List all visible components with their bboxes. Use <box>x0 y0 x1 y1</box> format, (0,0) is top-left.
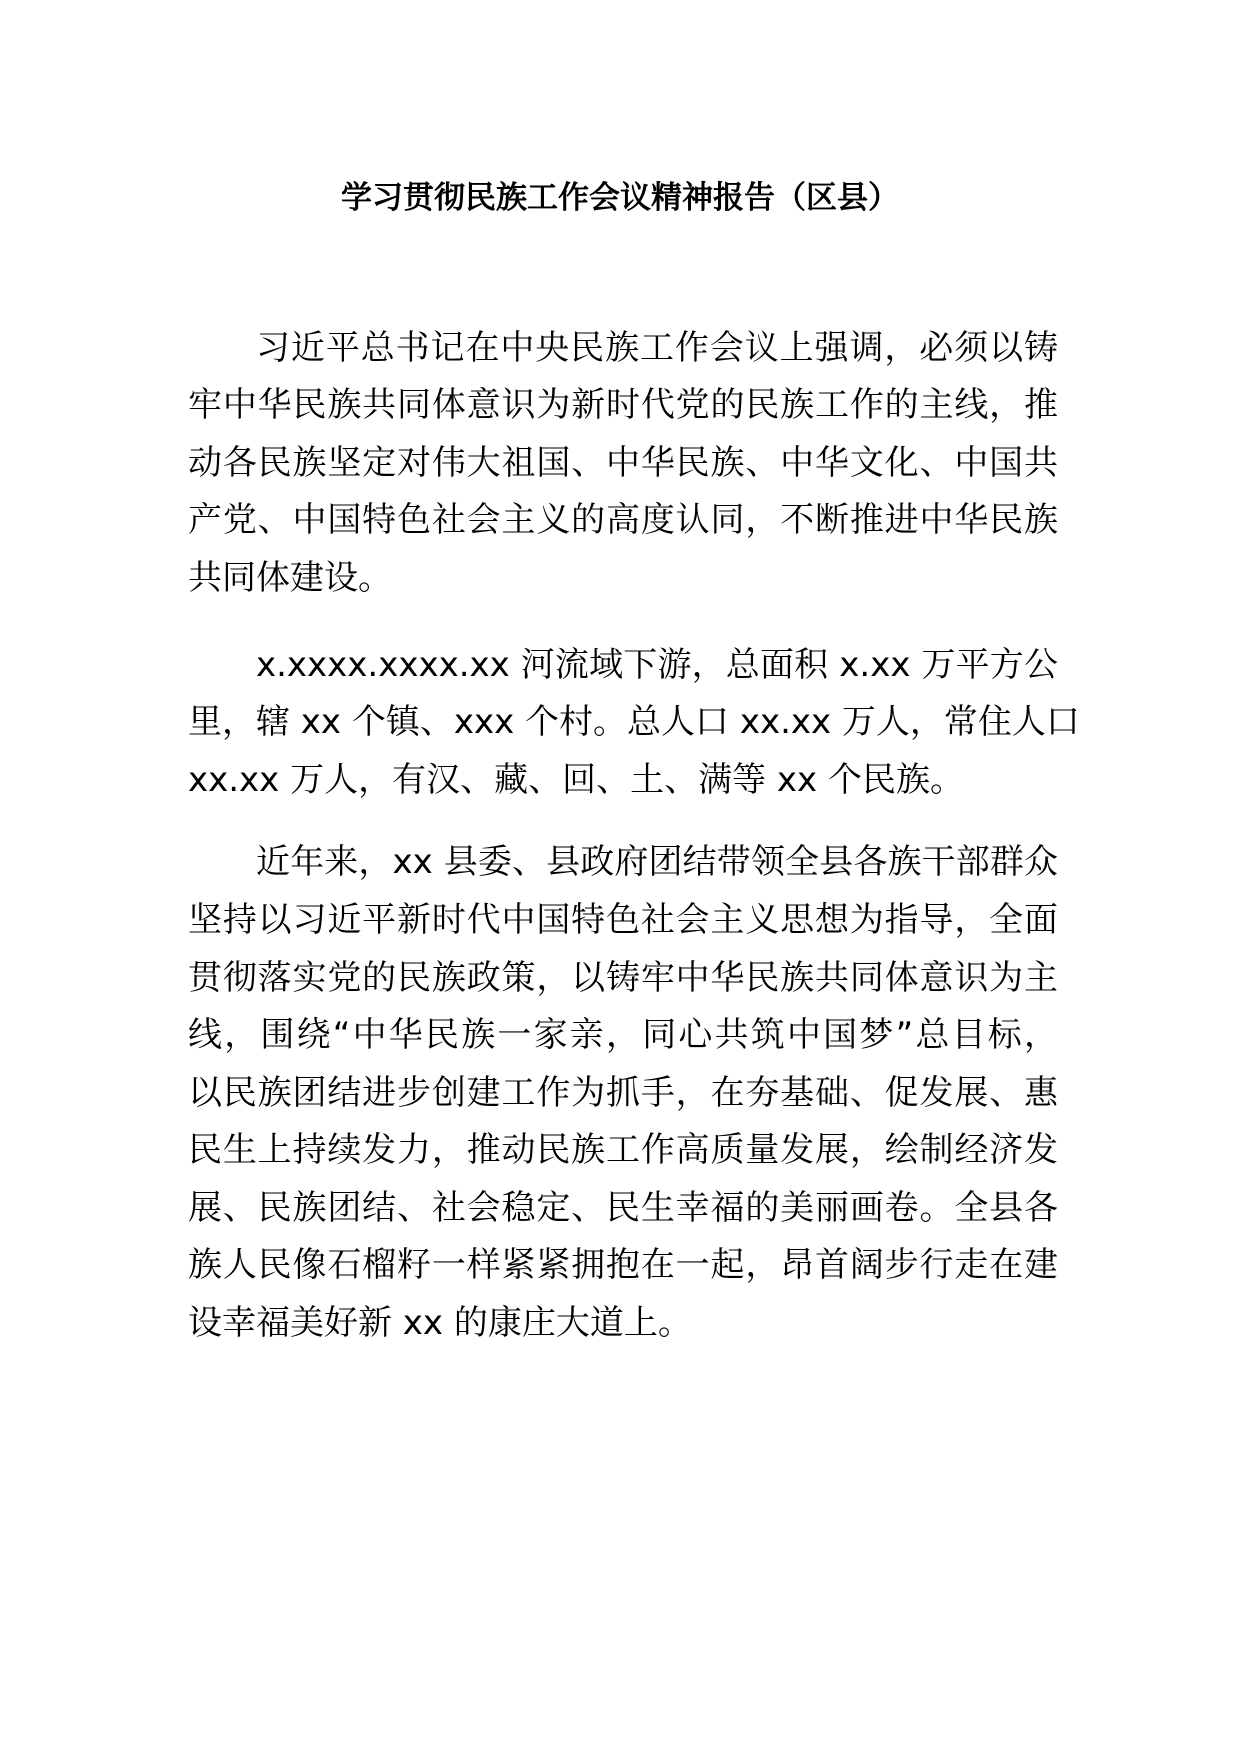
paragraph-1-line-3: 动各民族坚定对伟大祖国、中华民族、中华文化、中国共 <box>188 443 1058 483</box>
paragraph-3-line-8: 族人民像石榴籽一样紧紧拥抱在一起，昂首阔步行走在建 <box>188 1245 1058 1285</box>
paragraph-3-line-9: 设幸福美好新 xx 的康庄大道上。 <box>188 1303 692 1343</box>
document-title: 学习贯彻民族工作会议精神报告（区县） <box>341 180 899 216</box>
paragraph-1-line-5: 共同体建设。 <box>188 558 392 598</box>
paragraph-3-line-4: 线，围绕“中华民族一家亲，同心共筑中国梦”总目标， <box>188 1015 1058 1055</box>
paragraph-1-line-1: 习近平总书记在中央民族工作会议上强调，必须以铸 <box>256 328 1058 368</box>
paragraph-3-line-1: 近年来，xx 县委、县政府团结带领全县各族干部群众 <box>256 842 1058 882</box>
paragraph-3-line-6: 民生上持续发力，推动民族工作高质量发展，绘制经济发 <box>188 1130 1058 1170</box>
paragraph-2-line-2: 里，辖 xx 个镇、xxx 个村。总人口 xx.xx 万人，常住人口 <box>188 702 1080 742</box>
paragraph-3-line-3: 贯彻落实党的民族政策，以铸牢中华民族共同体意识为主 <box>188 958 1058 998</box>
paragraph-2-line-3: xx.xx 万人，有汉、藏、回、土、满等 xx 个民族。 <box>188 760 964 800</box>
paragraph-1-line-4: 产党、中国特色社会主义的高度认同，不断推进中华民族 <box>188 500 1058 540</box>
paragraph-2-line-1: x.xxxx.xxxx.xx 河流域下游，总面积 x.xx 万平方公 <box>256 645 1058 685</box>
paragraph-3-line-5: 以民族团结进步创建工作为抓手，在夯基础、促发展、惠 <box>188 1073 1058 1113</box>
paragraph-3-line-2: 坚持以习近平新时代中国特色社会主义思想为指导，全面 <box>188 900 1058 940</box>
paragraph-1-line-2: 牢中华民族共同体意识为新时代党的民族工作的主线，推 <box>188 385 1058 425</box>
paragraph-3-line-7: 展、民族团结、社会稳定、民生幸福的美丽画卷。全县各 <box>188 1188 1058 1228</box>
